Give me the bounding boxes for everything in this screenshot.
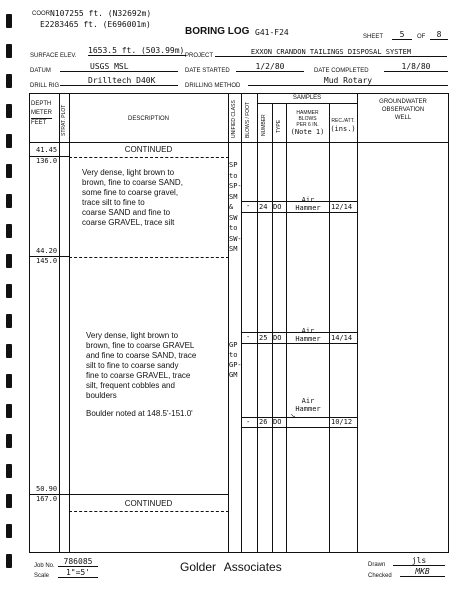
binder-hole [6,404,12,418]
gw-header-l3: WELL [394,115,412,121]
class-token: to [229,351,238,359]
depth-top-ft: 136.0 [36,157,58,165]
sample-25-rec: 14/14 [331,334,353,342]
sample-26-rec: 10/12 [331,418,353,426]
depth-mid-m: 44.20 [36,247,58,255]
class-token: SP- [229,182,242,190]
gw-header-l1: GROUNDWATER [379,99,427,105]
binder-hole [6,434,12,448]
class-token: GM [229,371,238,379]
drilling-method-label: DRILLING METHOD [185,83,241,89]
layer1-description [82,168,183,228]
depth-header [31,100,52,128]
rec-header [329,117,357,133]
checked-value: MKB [400,567,445,577]
sample-25-type: DO [273,334,282,342]
sample-25-hammer: Air Hammer [295,327,321,343]
binder-hole [6,44,12,58]
samples-header: SAMPLES [292,95,322,101]
sample-26-type: DO [273,418,282,426]
continued-bottom: CONTINUED [124,499,173,508]
continued-top: CONTINUED [124,145,173,154]
job-no-value: 786085 [58,557,98,567]
sample-24-type: DO [273,203,282,211]
datum-value: USGS MSL [60,62,178,72]
samples-header-line [257,103,357,104]
date-started-value: 1/2/80 [236,62,304,72]
layer1-line: coarse SAND and fine to [82,208,171,217]
date-started-label: DATE STARTED [185,68,230,74]
sample-line [241,343,357,344]
drilling-method-value: Mud Rotary [248,76,448,86]
binder-hole [6,74,12,88]
strat-plot-header: STRAT. PLOT [61,104,67,136]
depth-top-m: 41.45 [36,146,58,154]
layer2-line: brown, fine to coarse GRAVEL [86,341,195,350]
binder-hole [6,284,12,298]
layer1-line: coarse GRAVEL, trace silt [82,218,175,227]
layer2-line: fine to coarse GRAVEL, trace [86,371,191,380]
depth-bot-m: 50.90 [36,485,58,493]
layer2-line: silt, frequent cobbles and [86,381,175,390]
date-completed-label: DATE COMPLETED [314,68,369,74]
project-label: PROJECT [185,53,214,59]
binder-hole [6,494,12,508]
log-id: G41-F24 [255,28,289,37]
sample-26-hammer: Air Hammer [295,397,321,413]
class-token: to [229,224,238,232]
boulder-note: Boulder noted at 148.5'-151.0' [86,409,193,418]
class-token: SP [229,161,238,169]
hammer-header-l2: BLOWS [298,116,317,122]
hammer-note: (Note 1) [290,128,325,136]
class-token: GP- [229,361,242,369]
binder-hole [6,524,12,538]
sample-24-hammer: Air Hammer [295,196,321,212]
sample-24-rec: 12/14 [331,203,353,211]
binder-hole [6,104,12,118]
coord-line-1: N107255 ft. (N32692m) [50,9,152,18]
rec-header-l1: REC./ATT. [331,118,355,124]
layer-boundary-bottom [69,494,229,495]
col-line [257,93,258,553]
type-header: TYPE [276,119,282,133]
layer2-line: Very dense, light brown to [86,331,179,340]
depth-header-l3: FEET [31,120,47,126]
coord-line-2: E2283465 ft. (E696001m) [40,20,151,29]
groundwater-header [357,98,449,122]
layer2-class [229,340,242,380]
job-no-label: Job No. [34,563,55,569]
sample-line [241,212,357,213]
class-token: SW- [229,234,242,243]
drill-rig-label: DRILL RIG [30,83,60,89]
depth-bot-ft: 167.0 [36,495,58,503]
class-token: SM [229,192,238,201]
binder-hole [6,164,12,178]
hammer-arrow-icon: ↘ [290,413,296,420]
sample-25-number: 25 [259,334,268,342]
project-value: EXXON CRANDON TAILINGS DISPOSAL SYSTEM [215,48,447,57]
header-divider [29,142,449,143]
hammer-header-l3: PER 6 IN. [296,122,319,128]
blows-foot-header: BLOWS / FOOT [245,101,251,138]
layer1-class [229,160,242,255]
rec-header-units: (ins.) [330,125,356,133]
drill-rig-value: Drilltech D40K [60,76,178,86]
drawn-label: Drawn [368,562,386,568]
sample-24-number: 24 [259,203,268,211]
scale-value: 1"=5' [58,568,98,578]
datum-label: DATUM [30,68,51,74]
layer2-line: boulders [86,391,117,400]
binder-hole [6,134,12,148]
layer-boundary-top [69,157,229,158]
surface-elev-value: 1653.5 ft. (503.99m) [88,46,185,55]
binder-hole [6,224,12,238]
continued-dash [69,511,229,512]
sample-26-number: 26 [259,418,268,426]
coord-label: COOR. [32,11,52,17]
col-line [329,103,330,553]
sample-24-blows: - [246,202,251,210]
surface-elev-label: SURFACE ELEV. [30,53,77,59]
layer1-line: brown, fine to coarse SAND, [82,178,183,187]
sheet-label: SHEET [363,34,384,40]
sample-line [241,427,357,428]
class-token: GP [229,341,238,349]
drawn-value: jls [393,556,445,566]
gw-header-l2: OBSERVATION [381,107,425,113]
col-line [272,103,273,553]
binder-hole [6,314,12,328]
col-line [59,93,60,553]
layer2-line: silt to fine to coarse sandy [86,361,179,370]
log-title: BORING LOG [185,26,250,37]
company-name: Golder Associates [180,560,282,574]
binder-hole [6,464,12,478]
class-token: SW [229,213,238,222]
layer2-description [86,331,196,419]
class-token: to [229,171,238,180]
layer1-line: Very dense, light brown to [82,168,175,177]
depth-header-l1: DEPTH [31,101,52,107]
layer2-line: and fine to coarse SAND, trace [86,351,197,360]
layer1-line: some fine to coarse gravel, [82,188,179,197]
binder-hole [6,194,12,208]
sheet-total: 8 [430,30,448,40]
binder-hole [6,344,12,358]
depth-mid-ft: 145.0 [36,257,58,265]
depth-header-l2: METER [31,109,52,119]
hammer-header-l1: HAMMER [296,110,319,116]
description-header: DESCRIPTION [127,116,169,122]
layer1-line: trace silt to fine to [82,198,145,207]
sample-26-blows: - [246,418,251,426]
col-line [357,93,358,553]
date-completed-value: 1/8/80 [384,62,448,72]
unified-class-header: UNIFIED CLASS [231,100,237,138]
binder-hole [6,554,12,568]
binder-hole [6,14,12,28]
checked-label: Checked [368,573,392,579]
binder-hole [6,374,12,388]
sample-25-blows: - [246,333,251,341]
scale-label: Scale [34,573,50,579]
layer-boundary-mid [69,257,229,258]
col-line [69,93,70,553]
class-token: SM [229,245,238,253]
hammer-header [286,110,329,135]
sheet-number: 5 [392,30,412,40]
binder-hole [6,254,12,268]
number-header: NUMBER [261,114,267,136]
class-token: & [229,203,234,211]
of-label: OF [417,34,426,40]
